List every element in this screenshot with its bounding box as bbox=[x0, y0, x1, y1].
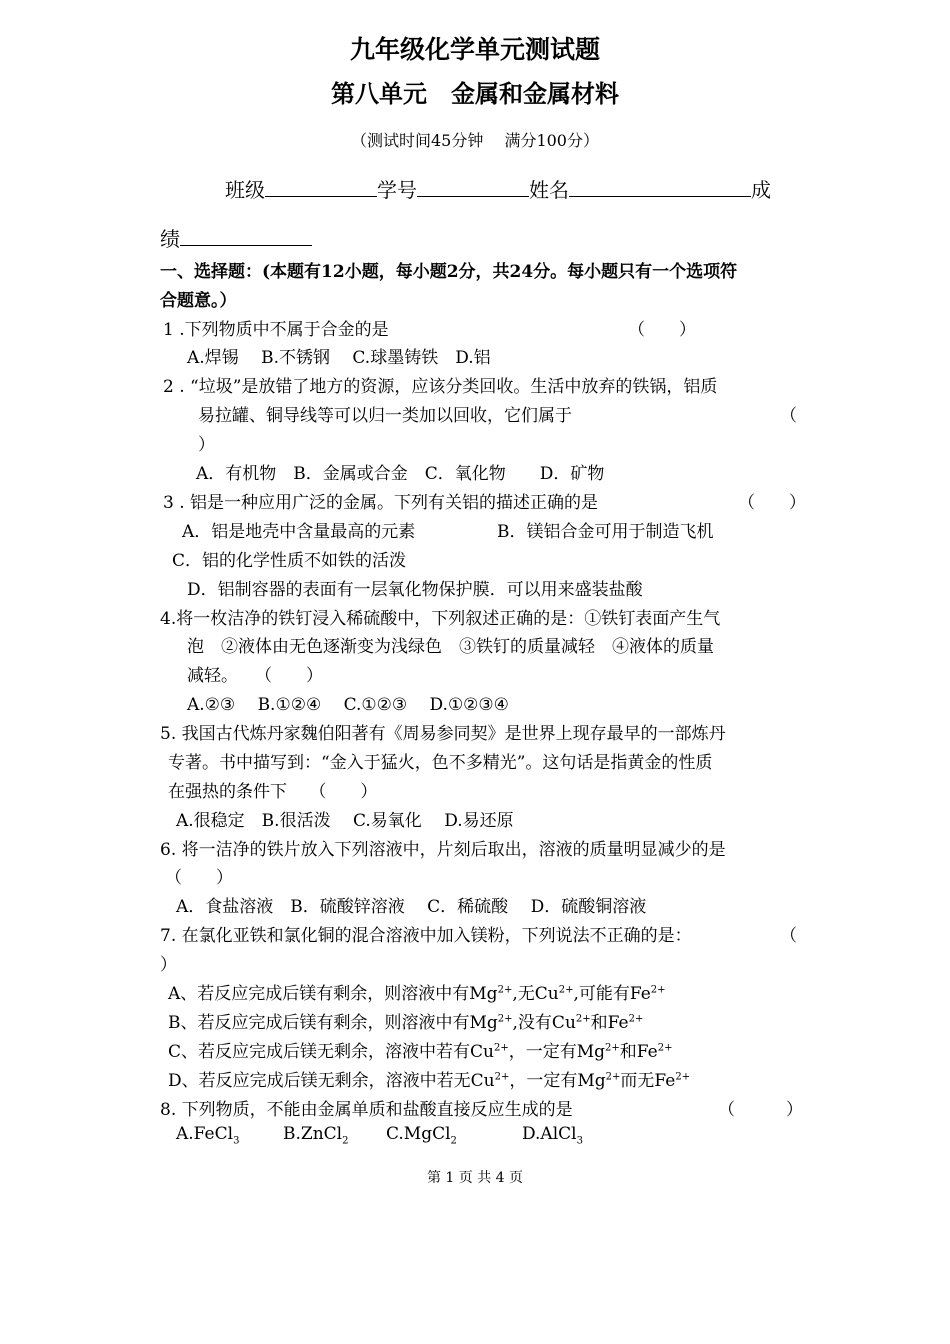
score-label-part2: 绩 bbox=[160, 227, 180, 251]
q2-stem-cont: 易拉罐、铜导线等可以归一类加以回收，它们属于 bbox=[198, 406, 572, 426]
q3-option-b: B．镁铝合金可用于制造飞机 bbox=[497, 522, 714, 542]
class-blank[interactable] bbox=[265, 178, 377, 197]
q8-option-d: D.AlCl$_3$ bbox=[522, 1124, 583, 1147]
q3-option-a: A．铝是地壳中含量最高的元素 bbox=[182, 522, 416, 542]
exam-meta: （测试时间45分钟 满分100分） bbox=[351, 131, 599, 150]
q5-options: A.很稳定 B.很活泼 C.易氧化 D.易还原 bbox=[176, 811, 514, 831]
q4-stem: 4.将一枚洁净的铁钉浸入稀硫酸中，下列叙述正确的是：①铁钉表面产生气 bbox=[160, 609, 721, 629]
q6-answer-paren: （ ） bbox=[165, 868, 233, 888]
number-label: 学号 bbox=[377, 178, 417, 202]
class-label: 班级 bbox=[225, 178, 265, 202]
q7-stem: 7. 在氯化亚铁和氯化铜的混合溶液中加入镁粉，下列说法不正确的是： bbox=[160, 926, 692, 946]
q7-option-c: C、若反应完成后镁无剩余，溶液中若有$Cu^{2+}$，一定有$Mg^{2+}$和$Fe^{2+}$ bbox=[168, 1042, 673, 1062]
q2-options: A．有机物 B．金属或合金 C．氧化物 D．矿物 bbox=[196, 464, 605, 484]
q7-paren-close: ） bbox=[160, 955, 177, 975]
q8-option-c: C.MgCl$_2$ bbox=[386, 1124, 457, 1147]
score-blank[interactable] bbox=[180, 227, 312, 246]
q3-option-d: D．铝制容器的表面有一层氧化物保护膜．可以用来盛装盐酸 bbox=[187, 580, 643, 600]
page-number: 第 1 页 共 4 页 bbox=[426, 1170, 524, 1186]
section-heading: 一、选择题：(本题有12小题，每小题2分，共24分。每小题只有一个选项符 bbox=[160, 262, 738, 282]
unit-title: 第八单元 金属和金属材料 bbox=[331, 79, 619, 108]
q4-stem-cont: 泡 ②液体由无色逐渐变为浅绿色 ③铁钉的质量减轻 ④液体的质量 bbox=[187, 637, 714, 657]
q5-stem-cont: 专著。书中描写到：“金入于猛火，色不多精光”。这句话是指黄金的性质 bbox=[168, 753, 713, 773]
q7-option-b: B、若反应完成后镁有剩余，则溶液中有$Mg^{2+}$,没有$Cu^{2+}$和$Fe^{2+}$ bbox=[168, 1013, 644, 1033]
q8-option-b: B.ZnCl$_2$ bbox=[283, 1124, 349, 1147]
q5-stem-end: 在强热的条件下 （ ） bbox=[168, 782, 378, 802]
q1-stem: 1 .下列物质中不属于合金的是 bbox=[163, 320, 389, 340]
q7-option-d: D、若反应完成后镁无剩余，溶液中若无$Cu^{2+}$，一定有$Mg^{2+}$而无$Fe^{2+}$ bbox=[168, 1071, 691, 1091]
q7-paren-open: （ bbox=[780, 926, 797, 946]
exam-title: 九年级化学单元测试题 bbox=[349, 35, 600, 64]
q3-option-c: C．铝的化学性质不如铁的活泼 bbox=[172, 551, 407, 571]
q6-stem: 6. 将一洁净的铁片放入下列溶液中，片刻后取出，溶液的质量明显减少的是 bbox=[160, 840, 726, 860]
q2-stem: 2 . “垃圾”是放错了地方的资源，应该分类回收。生活中放弃的铁锅，铝质 bbox=[163, 377, 718, 397]
q8-option-a: A.FeCl$_3$ bbox=[176, 1124, 240, 1147]
name-label: 姓名 bbox=[529, 178, 569, 202]
q2-paren-close: ） bbox=[198, 435, 215, 455]
student-info-row bbox=[225, 174, 771, 203]
q4-options: A.②③ B.①②④ C.①②③ D.①②③④ bbox=[187, 695, 509, 715]
q5-stem: 5. 我国古代炼丹家魏伯阳著有《周易参同契》是世界上现存最早的一部炼丹 bbox=[160, 724, 726, 744]
q3-stem: 3 . 铝是一种应用广泛的金属。下列有关铝的描述正确的是 bbox=[163, 493, 599, 513]
q6-options: A．食盐溶液 B．硫酸锌溶液 C．稀硫酸 D．硫酸铜溶液 bbox=[176, 897, 647, 917]
q4-stem-end: 减轻。 （ ） bbox=[187, 666, 323, 686]
q7-option-a: A、若反应完成后镁有剩余，则溶液中有$Mg^{2+}$,无$Cu^{2+}$,可能有$Fe^{2+}$ bbox=[168, 984, 666, 1004]
q3-answer-paren: （ ） bbox=[738, 493, 806, 513]
section-heading-cont: 合题意。） bbox=[160, 291, 237, 311]
q8-answer-paren: （ ） bbox=[718, 1100, 803, 1120]
score-row bbox=[160, 223, 312, 252]
name-blank[interactable] bbox=[569, 178, 751, 197]
score-label-part1: 成 bbox=[751, 178, 771, 202]
q8-stem: 8. 下列物质，不能由金属单质和盐酸直接反应生成的是 bbox=[160, 1100, 573, 1120]
q2-paren-open: （ bbox=[780, 406, 797, 426]
q1-options: A.焊锡 B.不锈钢 C.球墨铸铁 D.铝 bbox=[187, 348, 491, 368]
number-blank[interactable] bbox=[417, 178, 529, 197]
q1-answer-paren: （ ） bbox=[628, 320, 696, 340]
